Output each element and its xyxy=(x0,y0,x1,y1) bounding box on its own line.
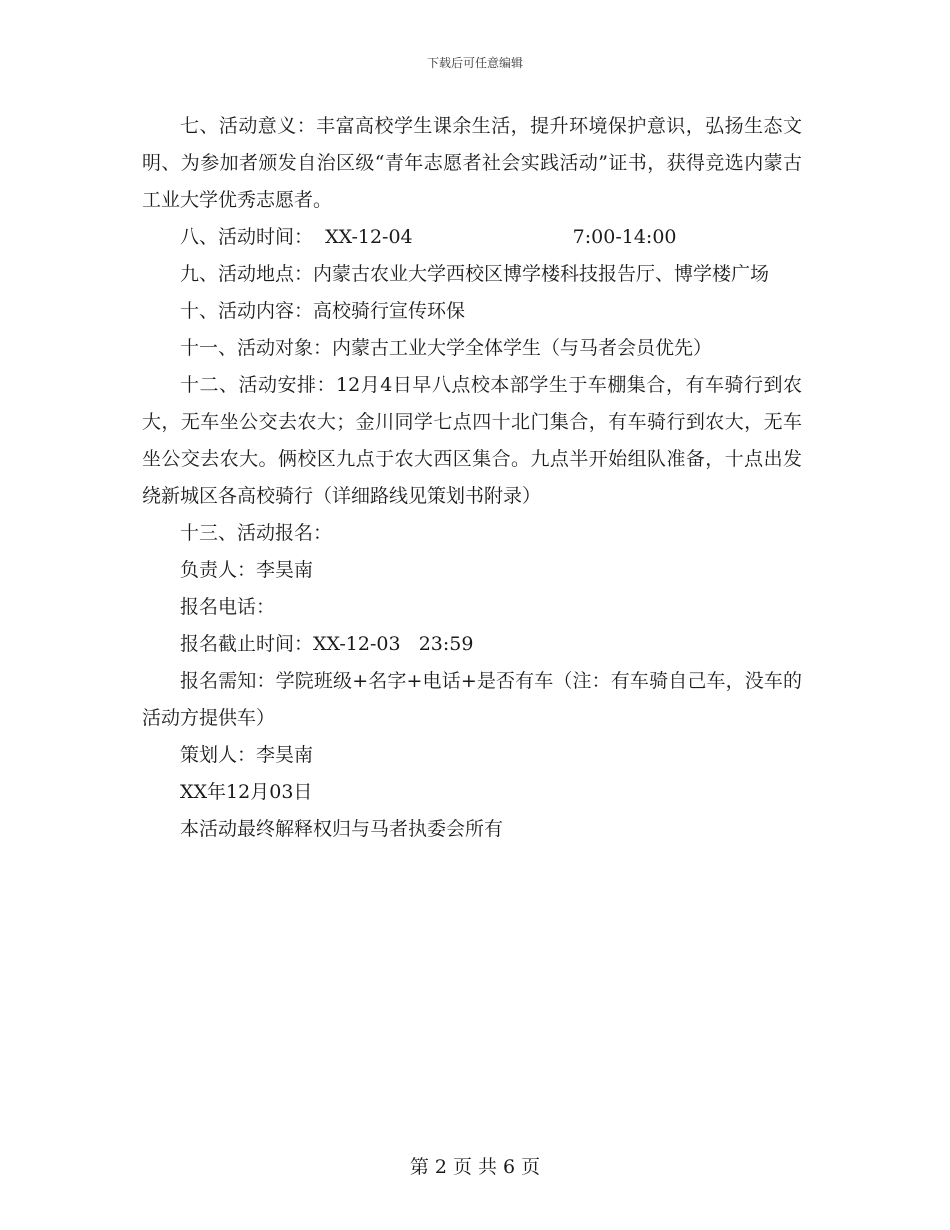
section-8-time xyxy=(142,219,802,256)
registration-owner: 负责人：李昊南 xyxy=(180,559,314,581)
page-header: 下载后可任意编辑 xyxy=(426,56,523,70)
registration-phone: 报名电话： xyxy=(180,596,276,618)
section-11-audience: 十一、活动对象：内蒙古工业大学全体学生（与马者会员优先） xyxy=(180,337,713,359)
document-body xyxy=(142,108,802,848)
rights-statement: 本活动最终解释权归与马者执委会所有 xyxy=(180,818,504,840)
planner: 策划人：李昊南 xyxy=(180,744,314,766)
page-footer: 第 2 页 共 6 页 xyxy=(409,1156,541,1178)
document-date: XX年12月03日 xyxy=(180,781,313,803)
section-13-registration: 十三、活动报名： xyxy=(180,522,333,544)
section-12-arrangement: 十二、活动安排：12月4日早八点校本部学生于车棚集合，有车骑行到农大，无车坐公交去农大；金川同学七点四十北门集合，有车骑行到农大，无车坐公交去农大。俩校区九点于农大西区集合。九点半开始组队准备，十点出发绕新城区各高校骑行（详细路线见策划书附录） xyxy=(142,374,802,507)
registration-notice: 报名需知：学院班级+名字+电话+是否有车（注：有车骑自己车，没车的活动方提供车） xyxy=(142,670,802,729)
section-9-location: 九、活动地点：内蒙古农业大学西校区博学楼科技报告厅、博学楼广场 xyxy=(180,263,770,285)
section-8-hours: 7:00-14:00 xyxy=(572,226,677,248)
section-10-content: 十、活动内容：高校骑行宣传环保 xyxy=(180,300,466,322)
registration-deadline: 报名截止时间：XX-12-03 23:59 xyxy=(180,633,474,655)
section-7-significance: 七、活动意义：丰富高校学生课余生活，提升环境保护意识，弘扬生态文明、为参加者颁发自治区级“青年志愿者社会实践活动”证书，获得竞选内蒙古工业大学优秀志愿者。 xyxy=(142,115,802,211)
section-8-date: 八、活动时间： XX-12-04 xyxy=(180,226,413,248)
